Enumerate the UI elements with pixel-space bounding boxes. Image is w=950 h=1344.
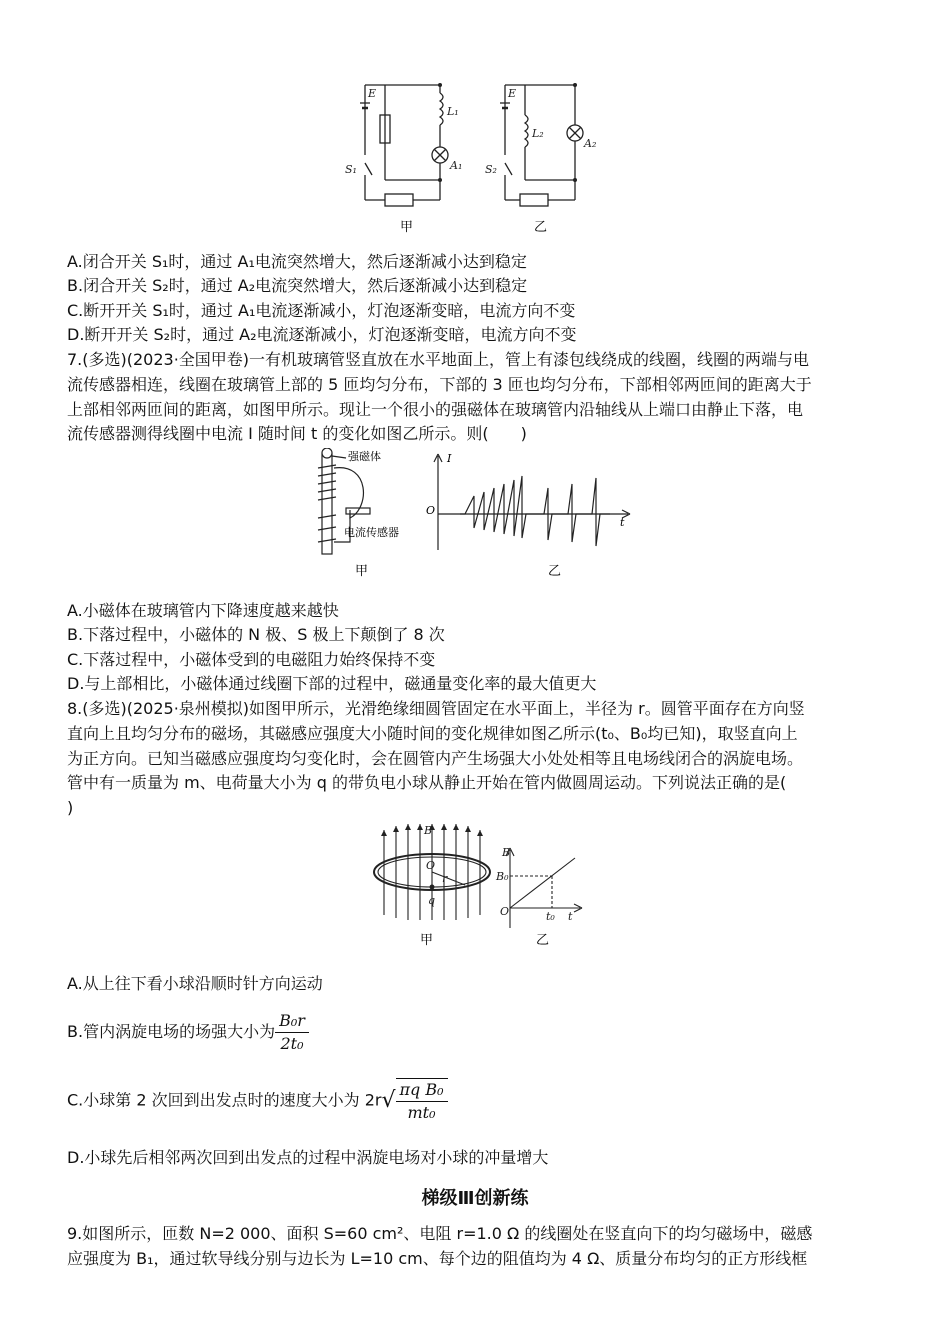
q8-option-c-text: C.小球第 2 次回到出发点时的速度大小为 2r (67, 1090, 382, 1110)
q8-stem-line: 管中有一质量为 m、电荷量大小为 q 的带负电小球从静止开始在管内做圆周运动。下列说法正确的是( (67, 773, 787, 792)
q8-stem-line: 为正方向。已知当磁感应强度均匀变化时，会在圆管内产生场强大小处处相等且电场线闭合的涡旋电场。 (67, 749, 804, 768)
q8-stem-line: ) (67, 798, 74, 817)
q6-option-d: D.断开开关 S₂时，通过 A₂电流逐渐减小，灯泡逐渐变暗，电流方向不变 (67, 325, 577, 344)
q6-option-a: A.闭合开关 S₁时，通过 A₁电流突然增大，然后逐渐减小达到稳定 (67, 252, 527, 271)
label-L2: L₂ (532, 127, 544, 140)
q7-figure (310, 448, 640, 583)
label-L1: L₁ (447, 105, 459, 118)
axis-label-I: I (447, 452, 452, 465)
sensor-label: 电流传感器 (344, 526, 399, 539)
q8-graph-label-B0: B₀ (496, 870, 509, 883)
q7-option-b: B.下落过程中，小磁体的 N 极、S 极上下颠倒了 8 次 (67, 625, 445, 644)
fraction (396, 1078, 448, 1124)
circuit-figure (340, 75, 610, 235)
origin-label: O (426, 504, 436, 517)
label-A1: A₁ (450, 159, 463, 172)
axis-label-t: t (620, 516, 625, 529)
q8-graph-label-t0: t₀ (546, 910, 555, 923)
label-E1: E (368, 87, 377, 100)
section-heading: 梯级Ⅲ创新练 (421, 1188, 529, 1209)
q7-stem-line: 7.(多选)(2023·全国甲卷)一有机玻璃管竖直放在水平地面上，管上有漆包线绕成的线圈，线圈的两端与电 (67, 350, 810, 369)
q9-stem-line: 应强度为 B₁，通过软导线分别与边长为 L=10 cm、每个边的阻值均为 4 Ω、质量分布均匀的正方形线框 (67, 1249, 808, 1268)
label-A2: A₂ (584, 137, 597, 150)
q7-option-c: C.下落过程中，小磁体受到的电磁阻力始终保持不变 (67, 650, 436, 669)
fraction-denominator: 2t₀ (280, 1034, 304, 1053)
label-S2: S₂ (485, 163, 497, 176)
q7-stem-line: 流传感器相连，线圈在玻璃管上部的 5 匝均匀分布，下部的 3 匝也均匀分布，下部相邻两匝间的距离大于 (67, 375, 812, 394)
fraction-numerator: πq B₀ (396, 1079, 448, 1102)
q6-option-c: C.断开开关 S₁时，通过 A₁电流逐渐减小，灯泡逐渐变暗，电流方向不变 (67, 301, 576, 320)
q7-option-d: D.与上部相比，小磁体通过线圈下部的过程中，磁通量变化率的最大值更大 (67, 674, 597, 693)
q7-caption-left: 甲 (355, 564, 369, 579)
q6-option-b: B.闭合开关 S₂时，通过 A₂电流突然增大，然后逐渐减小达到稳定 (67, 276, 528, 295)
q7-option-a: A.小磁体在玻璃管内下降速度越来越快 (67, 601, 339, 620)
q8-option-d: D.小球先后相邻两次回到出发点的过程中涡旋电场对小球的冲量增大 (67, 1148, 549, 1167)
fig6-caption-right: 乙 (534, 220, 548, 235)
q8-label-r: r (442, 872, 448, 885)
fraction-denominator: mt₀ (407, 1103, 436, 1122)
q8-label-O: O (426, 859, 436, 872)
fig6-caption-left: 甲 (400, 220, 414, 235)
q7-caption-right: 乙 (548, 564, 562, 579)
q7-stem-line: 流传感器测得线圈中电流 I 随时间 t 的变化如图乙所示。则( ) (67, 424, 527, 443)
q8-graph-origin: O (500, 905, 510, 918)
sqrt-icon: √ (381, 1088, 396, 1113)
q8-stem-line: 直向上且均匀分布的磁场，其磁感应强度大小随时间的变化规律如图乙所示(t₀、B₀均已知)，取竖直向上 (67, 724, 798, 743)
q8-stem-line: 8.(多选)(2025·泉州模拟)如图甲所示，光滑绝缘细圆管固定在水平面上，半径为 r。圆管平面存在方向竖 (67, 699, 805, 718)
q8-option-c (67, 1078, 448, 1124)
q8-figure (370, 820, 590, 950)
q8-graph-label-t: t (568, 910, 573, 923)
fraction (275, 1010, 309, 1055)
q8-caption-right: 乙 (536, 933, 550, 948)
q8-option-a: A.从上往下看小球沿顺时针方向运动 (67, 974, 323, 993)
q8-label-q: q (428, 894, 436, 907)
q7-stem-line: 上部相邻两匝间的距离，如图甲所示。现让一个很小的强磁体在玻璃管内沿轴线从上端口由静止下落，电 (67, 400, 804, 419)
q8-option-b-text: B.管内涡旋电场的场强大小为 (67, 1022, 276, 1041)
q8-label-B: B (424, 824, 433, 837)
label-E2: E (508, 87, 517, 100)
q8-caption-left: 甲 (420, 933, 434, 948)
q8-graph-label-B: B (502, 846, 511, 859)
label-S1: S₁ (345, 163, 357, 176)
fraction-numerator: B₀r (275, 1010, 309, 1033)
magnet-label: 强磁体 (348, 450, 381, 463)
q9-stem-line: 9.如图所示，匝数 N=2 000、面积 S=60 cm²、电阻 r=1.0 Ω 的线圈处在竖直向下的均匀磁场中，磁感 (67, 1224, 813, 1243)
q8-option-b (67, 1010, 309, 1055)
